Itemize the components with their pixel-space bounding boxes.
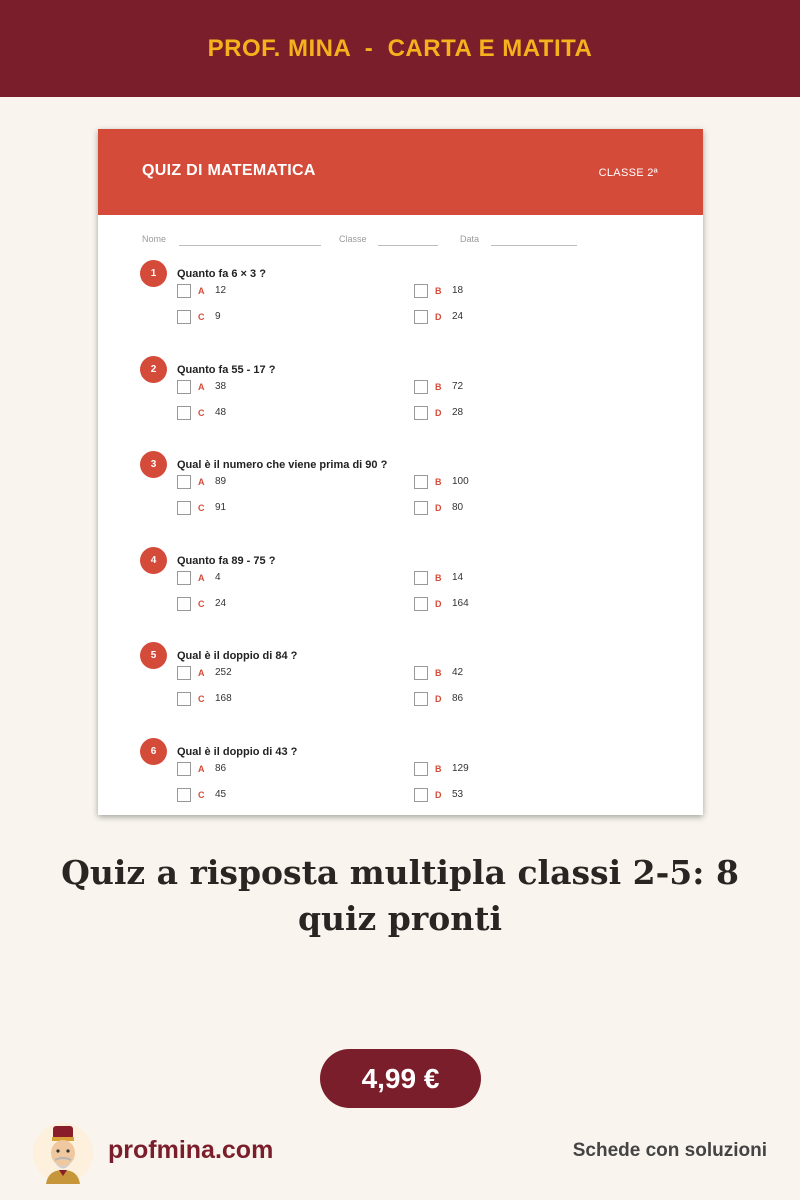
banner-title: PROF. MINA - CARTA E MATITA: [207, 34, 593, 62]
option-value: 80: [452, 502, 464, 513]
checkbox-icon[interactable]: [414, 380, 428, 394]
checkbox-icon[interactable]: [414, 762, 428, 776]
answer-option-b[interactable]: [414, 380, 574, 394]
quiz-sheet-preview: [98, 129, 703, 815]
option-value: 14: [452, 572, 464, 583]
option-value: 18: [452, 285, 464, 296]
date-field-line: [491, 245, 577, 246]
option-letter: B: [435, 668, 442, 678]
checkbox-icon[interactable]: [414, 788, 428, 802]
answer-option-d[interactable]: [414, 692, 574, 706]
answer-option-c[interactable]: [177, 597, 337, 611]
option-letter: A: [198, 286, 205, 296]
question-number-badge: 5: [140, 642, 167, 669]
class-field-line: [378, 245, 438, 246]
option-letter: C: [198, 312, 205, 322]
question-number-badge: 3: [140, 451, 167, 478]
checkbox-icon[interactable]: [414, 571, 428, 585]
answer-option-c[interactable]: [177, 501, 337, 515]
checkbox-icon[interactable]: [414, 666, 428, 680]
option-letter: B: [435, 286, 442, 296]
question-number-badge: 2: [140, 356, 167, 383]
answer-option-d[interactable]: [414, 501, 574, 515]
option-value: 86: [215, 763, 227, 774]
answer-option-a[interactable]: [177, 762, 337, 776]
option-value: 28: [452, 407, 464, 418]
question-5: [140, 642, 660, 722]
question-text: Quanto fa 89 - 75 ?: [177, 555, 276, 567]
answer-option-a[interactable]: [177, 284, 337, 298]
answer-option-a[interactable]: [177, 666, 337, 680]
option-letter: D: [435, 599, 442, 609]
option-value: 168: [215, 693, 232, 704]
checkbox-icon[interactable]: [177, 501, 191, 515]
checkbox-icon[interactable]: [177, 310, 191, 324]
option-value: 100: [452, 476, 469, 487]
date-field-label: Data: [460, 234, 480, 244]
option-value: 86: [452, 693, 464, 704]
sheet-title: QUIZ DI MATEMATICA: [142, 162, 316, 179]
option-value: 24: [452, 311, 464, 322]
checkbox-icon[interactable]: [177, 571, 191, 585]
option-letter: B: [435, 573, 442, 583]
option-letter: D: [435, 312, 442, 322]
name-field-line: [179, 245, 321, 246]
question-text: Qual è il numero che viene prima di 90 ?: [177, 459, 388, 471]
question-number-badge: 1: [140, 260, 167, 287]
question-number-badge: 4: [140, 547, 167, 574]
option-letter: D: [435, 408, 442, 418]
checkbox-icon[interactable]: [414, 406, 428, 420]
option-value: 24: [215, 598, 227, 609]
option-letter: C: [198, 694, 205, 704]
question-1: [140, 260, 660, 340]
option-value: 252: [215, 667, 232, 678]
student-fields: [142, 234, 662, 248]
sheet-header: [98, 129, 703, 215]
checkbox-icon[interactable]: [414, 597, 428, 611]
answer-option-a[interactable]: [177, 475, 337, 489]
option-letter: A: [198, 382, 205, 392]
option-value: 38: [215, 381, 227, 392]
option-letter: A: [198, 573, 205, 583]
answer-option-d[interactable]: [414, 310, 574, 324]
price-badge[interactable]: 4,99 €: [320, 1049, 481, 1108]
checkbox-icon[interactable]: [177, 692, 191, 706]
sheet-class-label: CLASSE 2ª: [598, 167, 658, 179]
answer-option-c[interactable]: [177, 788, 337, 802]
question-2: [140, 356, 660, 436]
option-letter: C: [198, 408, 205, 418]
answer-option-d[interactable]: [414, 406, 574, 420]
answer-option-b[interactable]: [414, 571, 574, 585]
option-letter: D: [435, 503, 442, 513]
option-value: 89: [215, 476, 227, 487]
option-letter: B: [435, 477, 442, 487]
checkbox-icon[interactable]: [177, 762, 191, 776]
option-letter: D: [435, 694, 442, 704]
option-value: 48: [215, 407, 227, 418]
checkbox-icon[interactable]: [414, 310, 428, 324]
option-letter: C: [198, 790, 205, 800]
checkbox-icon[interactable]: [177, 666, 191, 680]
tagline: Schede con soluzioni: [572, 1140, 767, 1161]
option-value: 12: [215, 285, 227, 296]
option-value: 164: [452, 598, 469, 609]
checkbox-icon[interactable]: [177, 284, 191, 298]
answer-option-b[interactable]: [414, 284, 574, 298]
option-value: 45: [215, 789, 227, 800]
option-value: 91: [215, 502, 227, 513]
checkbox-icon[interactable]: [177, 475, 191, 489]
product-headline: Quiz a risposta multipla classi 2-5: 8 quiz pronti: [61, 853, 739, 938]
answer-option-c[interactable]: [177, 692, 337, 706]
checkbox-icon[interactable]: [177, 788, 191, 802]
class-field-label: Classe: [339, 234, 367, 244]
checkbox-icon[interactable]: [177, 380, 191, 394]
option-value: 53: [452, 789, 464, 800]
question-6: [140, 738, 660, 815]
checkbox-icon[interactable]: [414, 692, 428, 706]
option-value: 4: [215, 572, 221, 583]
question-text: Quanto fa 6 × 3 ?: [177, 268, 266, 280]
answer-option-d[interactable]: [414, 788, 574, 802]
answer-option-c[interactable]: [177, 406, 337, 420]
answer-option-b[interactable]: [414, 762, 574, 776]
checkbox-icon[interactable]: [414, 475, 428, 489]
answer-option-a[interactable]: [177, 380, 337, 394]
question-4: [140, 547, 660, 627]
option-letter: A: [198, 477, 205, 487]
answer-option-b[interactable]: [414, 475, 574, 489]
checkbox-icon[interactable]: [414, 501, 428, 515]
option-value: 72: [452, 381, 464, 392]
site-link[interactable]: profmina.com: [108, 1136, 274, 1164]
option-value: 9: [215, 311, 221, 322]
answer-option-b[interactable]: [414, 666, 574, 680]
top-banner: [0, 0, 800, 97]
question-3: [140, 451, 660, 531]
option-letter: A: [198, 764, 205, 774]
answer-option-d[interactable]: [414, 597, 574, 611]
option-letter: C: [198, 599, 205, 609]
option-letter: B: [435, 382, 442, 392]
question-text: Quanto fa 55 - 17 ?: [177, 364, 276, 376]
checkbox-icon[interactable]: [177, 406, 191, 420]
option-letter: D: [435, 790, 442, 800]
name-field-label: Nome: [142, 234, 167, 244]
checkbox-icon[interactable]: [414, 284, 428, 298]
option-value: 42: [452, 667, 464, 678]
question-number-badge: 6: [140, 738, 167, 765]
checkbox-icon[interactable]: [177, 597, 191, 611]
answer-option-a[interactable]: [177, 571, 337, 585]
answer-option-c[interactable]: [177, 310, 337, 324]
option-letter: A: [198, 668, 205, 678]
prof-mina-avatar-icon: [32, 1122, 94, 1184]
option-value: 129: [452, 763, 469, 774]
question-text: Qual è il doppio di 84 ?: [177, 650, 298, 662]
option-letter: B: [435, 764, 442, 774]
question-text: Qual è il doppio di 43 ?: [177, 746, 298, 758]
option-letter: C: [198, 503, 205, 513]
